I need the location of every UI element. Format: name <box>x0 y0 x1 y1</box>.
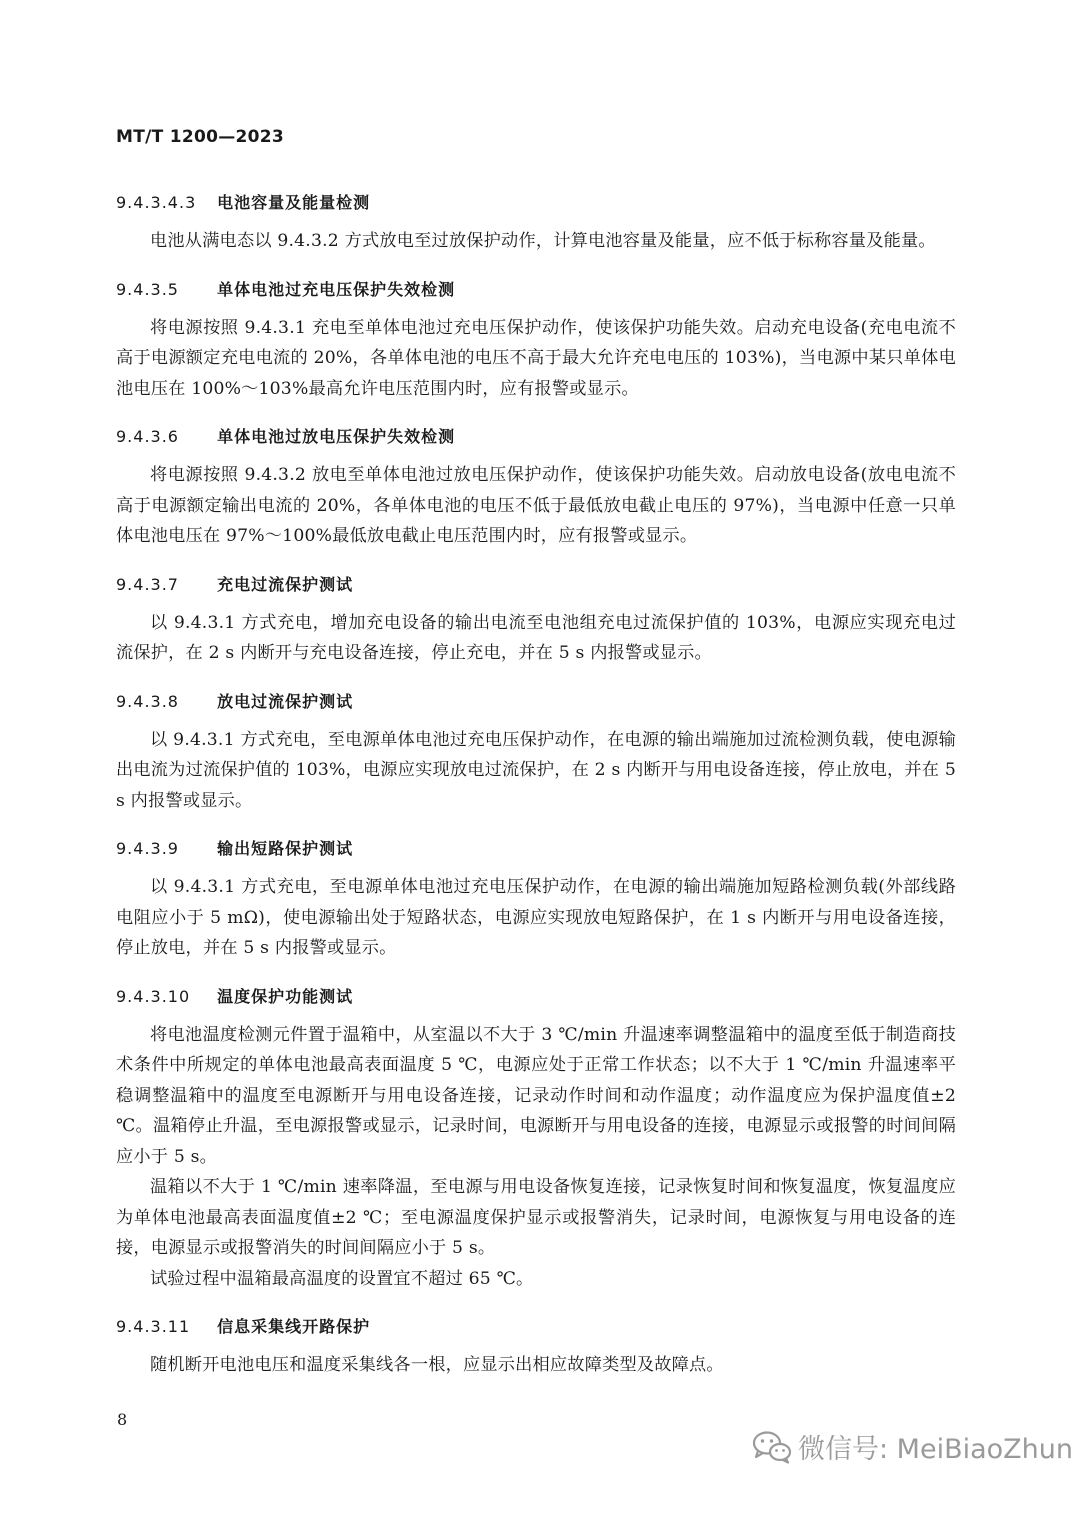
section-title: 单体电池过放电压保护失效检测 <box>217 427 456 446</box>
section-number: 9.4.3.9 <box>116 839 179 858</box>
section-9-4-3-10 <box>116 982 956 1295</box>
section-9-4-3-6 <box>116 422 956 552</box>
section-heading <box>116 834 956 864</box>
section-number: 9.4.3.4.3 <box>116 193 197 212</box>
section-heading <box>116 570 956 600</box>
paragraph: 随机断开电池电压和温度采集线各一根，应显示出相应故障类型及故障点。 <box>150 1355 724 1375</box>
section-9-4-3-4-3 <box>116 188 956 257</box>
paragraph: 以 9.4.3.1 方式充电，增加充电设备的输出电流至电池组充电过流保护值的 103%，电源应实现充电过流保护，在 2 s 内断开与充电设备连接，停止充电，并在 5 s 内报警或显示。 <box>116 612 956 663</box>
section-heading <box>116 1312 956 1342</box>
section-title: 电池容量及能量检测 <box>217 193 371 212</box>
section-title: 信息采集线开路保护 <box>217 1317 371 1336</box>
section-9-4-3-5 <box>116 275 956 405</box>
paragraph: 以 9.4.3.1 方式充电，至电源单体电池过充电压保护动作，在电源的输出端施加过流检测负载，使电源输出电流为过流保护值的 103%，电源应实现放电过流保护，在 2 s 内断开与用电设备连接，停止放电，并在 5 s 内报警或显示。 <box>116 729 956 811</box>
paragraph: 将电池温度检测元件置于温箱中，从室温以不大于 3 ℃/min 升温速率调整温箱中的温度至低于制造商技术条件中所规定的单体电池最高表面温度 5 ℃，电源应处于正常工作状态；以不大于 1 ℃/min 升温速率平稳调整温箱中的温度至电源断开与用电设备连接，记录动作时间和动作温度；动作温度应为保护温度值±2 ℃。温箱停止升温，至电源报警或显示，记录时间，电源断开与用电设备的连接，电源显示或报警的时间间隔应小于 5 s。 <box>116 1024 956 1167</box>
paragraph: 试验过程中温箱最高温度的设置宜不超过 65 ℃。 <box>150 1268 534 1289</box>
document-code: MT/T 1200—2023 <box>116 127 285 147</box>
section-number: 9.4.3.10 <box>116 986 191 1006</box>
section-title: 充电过流保护测试 <box>217 574 354 594</box>
paragraph: 将电源按照 9.4.3.2 放电至单体电池过放电压保护动作，使该保护功能失效。启动放电设备(放电电流不高于电源额定输出电流的 20%，各单体电池的电压不低于最低放电截止电压的 97%)，当电源中任意一只单体电池电压在 97%～100%最低放电截止电压范围内时，应有报警或显示。 <box>116 465 956 546</box>
watermark <box>752 1427 1073 1466</box>
section-number: 9.4.3.7 <box>116 574 179 594</box>
section-heading <box>116 275 956 305</box>
wechat-icon <box>752 1430 792 1464</box>
section-9-4-3-11 <box>116 1312 956 1381</box>
page-number: 8 <box>117 1410 128 1429</box>
section-heading <box>116 982 956 1012</box>
section-number: 9.4.3.8 <box>116 691 179 711</box>
section-9-4-3-7 <box>116 570 956 669</box>
section-heading <box>116 687 956 717</box>
document-body <box>116 188 956 1399</box>
paragraph: 以 9.4.3.1 方式充电，至电源单体电池过充电压保护动作，在电源的输出端施加短路检测负载(外部线路电阻应小于 5 mΩ)，使电源输出处于短路状态，电源应实现放电短路保护，在 1 s 内断开与用电设备连接，停止放电，并在 5 s 内报警或显示。 <box>116 877 956 958</box>
section-heading <box>116 422 956 452</box>
watermark-text: 微信号: MeiBiaoZhun <box>798 1434 1074 1465</box>
section-title: 单体电池过充电压保护失效检测 <box>217 279 456 299</box>
section-heading <box>116 188 956 218</box>
section-number: 9.4.3.5 <box>116 279 179 299</box>
paragraph: 温箱以不大于 1 ℃/min 速率降温，至电源与用电设备恢复连接，记录恢复时间和恢复温度，恢复温度应为单体电池最高表面温度值±2 ℃；至电源温度保护显示或报警消失，记录时间，电源恢复与用电设备的连接，电源显示或报警消失的时间间隔应小于 5 s。 <box>116 1177 956 1258</box>
section-title: 放电过流保护测试 <box>217 691 354 711</box>
paragraph: 将电源按照 9.4.3.1 充电至单体电池过充电压保护动作，使该保护功能失效。启动充电设备(充电电流不高于电源额定充电电流的 20%，各单体电池的电压不高于最大允许充电电压的 103%)，当电源中某只单体电池电压在 100%～103%最高允许电压范围内时，应有报警或显示。 <box>116 317 956 399</box>
section-number: 9.4.3.11 <box>116 1317 191 1336</box>
section-9-4-3-9 <box>116 834 956 964</box>
section-title: 输出短路保护测试 <box>217 839 354 858</box>
section-9-4-3-8 <box>116 687 956 817</box>
section-number: 9.4.3.6 <box>116 427 179 446</box>
section-title: 温度保护功能测试 <box>217 986 354 1006</box>
paragraph: 电池从满电态以 9.4.3.2 方式放电至过放保护动作，计算电池容量及能量，应不低于标称容量及能量。 <box>150 231 936 251</box>
